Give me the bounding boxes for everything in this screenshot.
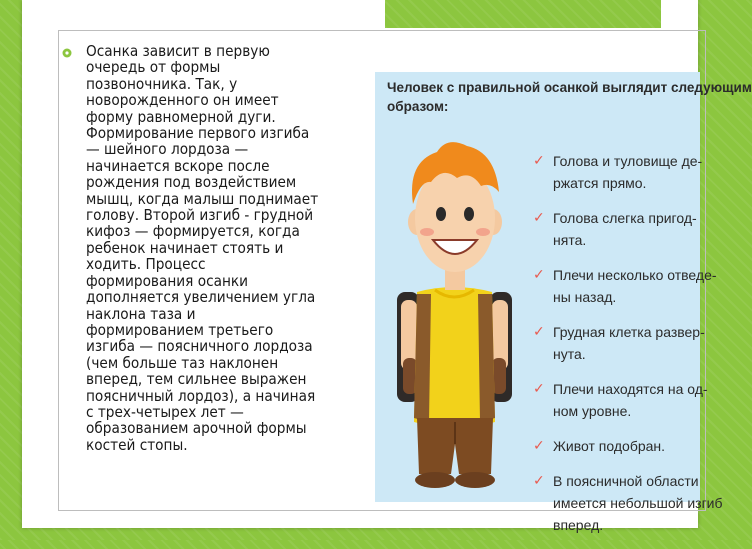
list-item	[525, 435, 695, 457]
body-line: (чем больше таз наклонен	[86, 353, 279, 372]
flower-bullet-icon	[62, 48, 72, 58]
check-icon: ✓	[533, 153, 545, 169]
list-item-text: Голова и туловище де-	[553, 153, 703, 169]
check-icon: ✓	[533, 267, 545, 283]
panel-header-line: Человек с правильной осанкой выглядит следующим	[387, 80, 752, 95]
check-icon: ✓	[533, 324, 545, 340]
check-icon: ✓	[533, 438, 545, 454]
list-item-text: В поясничной области	[553, 473, 699, 489]
list-item	[525, 264, 717, 308]
check-icon: ✓	[533, 381, 545, 397]
body-line: — шейного лордоза —	[86, 140, 249, 159]
panel-header	[387, 78, 752, 116]
list-item-text: вперед.	[553, 517, 604, 533]
list-item-text: нута.	[553, 346, 586, 362]
list-item-text: нята.	[553, 232, 587, 248]
list-item	[525, 207, 695, 251]
body-line: формирования осанки	[86, 271, 249, 290]
list-item	[525, 470, 723, 536]
body-line: позвоночника. Так, у	[86, 74, 238, 93]
list-item-text: имеется небольшой изгиб	[553, 495, 723, 511]
slide	[22, 0, 752, 533]
body-line: рождения под воздействием	[86, 173, 297, 192]
body-line: наклона таза и	[86, 304, 196, 323]
list-item-text: Живот подобран.	[553, 438, 666, 454]
body-line: голову. Второй изгиб - грудной	[86, 206, 314, 225]
list-item-text: ржатся прямо.	[553, 175, 647, 191]
check-icon: ✓	[533, 473, 545, 489]
posture-checklist	[525, 150, 723, 549]
list-item-text: ны назад.	[553, 289, 617, 305]
body-line: мышц, когда малыш поднимает	[86, 189, 319, 208]
list-item-text: Плечи несколько отведе-	[553, 267, 717, 283]
body-line: образованием арочной формы	[86, 419, 307, 438]
list-item	[525, 150, 703, 194]
panel-header-line: образом:	[387, 99, 449, 114]
body-line: костей стопы.	[86, 435, 188, 454]
body-line: ребенок начинает стоять и	[86, 238, 284, 257]
list-item-text: Грудная клетка развер-	[553, 324, 705, 340]
list-item-text: Плечи находятся на од-	[553, 381, 708, 397]
body-line: ходить. Процесс	[86, 255, 206, 274]
body-line: вперед, тем сильнее выражен	[86, 370, 307, 389]
check-icon: ✓	[533, 210, 545, 226]
boy-illustration	[387, 122, 522, 500]
list-item	[525, 321, 705, 365]
body-line: начинается вскоре после	[86, 156, 270, 175]
body-line: форму равномерной дуги.	[86, 107, 276, 126]
body-line: Формирование первого изгиба	[86, 124, 310, 143]
body-line: формированием третьего	[86, 320, 274, 339]
body-paragraph	[86, 43, 378, 453]
list-item-text: ном уровне.	[553, 403, 632, 419]
list-item	[525, 378, 708, 422]
posture-info-panel	[375, 72, 752, 533]
body-line: очередь от формы	[86, 58, 221, 77]
body-line: новорожденного он имеет	[86, 91, 279, 110]
body-line: дополняется увеличением угла	[86, 288, 316, 307]
body-line: поясничный лордоз), а начиная	[86, 386, 316, 405]
body-line: с трех-четырех лет —	[86, 402, 244, 421]
list-item-text: Голова слегка пригод-	[553, 210, 697, 226]
body-line: кифоз — формируется, когда	[86, 222, 300, 241]
body-line: Осанка зависит в первую	[86, 42, 270, 60]
body-line: изгиба — поясничного лордоза	[86, 337, 313, 356]
decorative-tab	[385, 0, 661, 28]
